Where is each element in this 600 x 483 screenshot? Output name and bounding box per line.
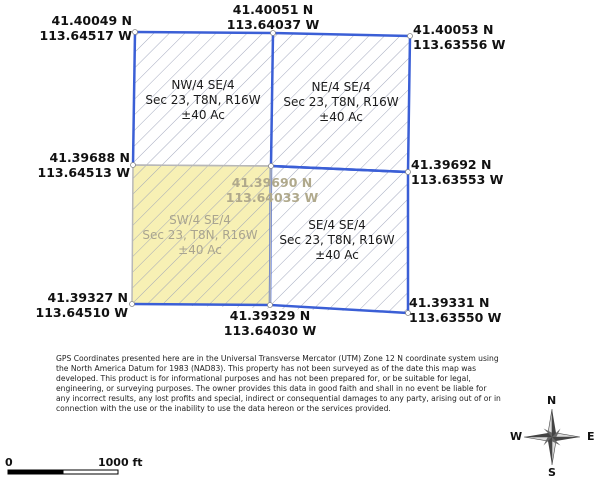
corner-w-coord [38,150,130,180]
latitude: 41.39692 N [411,157,492,172]
longitude: 113.63553 W [411,172,504,187]
parcel-area: ±40 Ac [315,248,359,262]
parcel-name: SW/4 SE/4 [169,213,231,227]
scale-bar-start-label: 0 [5,456,13,469]
parcel-section: Sec 23, T8N, R16W [279,233,395,247]
scale-bar-end-label: 1000 ft [98,456,143,469]
latitude: 41.39331 N [409,295,490,310]
parcel-section: Sec 23, T8N, R16W [145,93,261,107]
north-boundary-west [135,32,273,33]
compass-rose-icon [524,409,580,465]
longitude: 113.64513 W [37,165,130,180]
corner-c-coord [212,175,332,205]
longitude: 113.64517 W [39,28,132,43]
corner-sw-coord [36,290,128,320]
latitude: 41.39327 N [47,290,128,305]
longitude: 113.63556 W [413,37,506,52]
corner-se-coord [409,295,501,325]
parcel-label-nw [145,78,260,123]
corner-w-marker [131,163,136,168]
corner-e-marker [406,170,411,175]
parcel-name: NE/4 SE/4 [311,80,371,94]
corner-e-coord [411,157,503,187]
latitude: 41.40053 N [413,22,494,37]
compass-west-label: W [510,430,523,443]
parcel-label-ne [283,80,398,125]
parcel-name: SE/4 SE/4 [308,218,366,232]
corner-nw-marker [133,30,138,35]
parcel-name: NW/4 SE/4 [171,78,235,92]
parcel-area: ±40 Ac [178,243,222,257]
latitude: 41.40051 N [232,2,314,17]
corner-sw-marker [130,302,135,307]
latitude: 41.40049 N [51,13,132,28]
compass-east-label: E [587,430,595,443]
longitude: 113.63550 W [409,310,502,325]
south-boundary-west [132,304,270,305]
scale-bar [8,470,118,474]
corner-nw-coord [40,13,132,43]
corner-ne-marker [408,34,413,39]
corner-s-marker [268,303,273,308]
parcel-label-sw [142,213,257,258]
corner-ne-coord [413,22,505,52]
disclaimer-text: GPS Coordinates presented here are in the Universal Transverse Mercator (UTM) Zone 12 N coordinate system using the North America Datum for 1983 (NAD83). This property has not been surveyed as of the date this map was developed. This product is for informational purposes and has not been prepared for, or be suitable for legal, engineering, or surveying purposes. The owner provides this data in good faith and shall in no event be liable for any incorrect results, any lost profits and special, indirect or consequential damages to any party, arising out of or in connection with the use or the inability to use the data hereon or the services provided. [56,354,501,413]
corner-c-marker [269,164,274,169]
compass-north-label: N [547,394,557,407]
corner-n-coord [214,2,332,32]
compass-south-label: S [548,466,556,479]
parcel-area: ±40 Ac [319,110,363,124]
longitude: 113.64510 W [35,305,128,320]
longitude: 113.64030 W [223,323,317,338]
parcel-label-se [279,218,394,263]
parcel-area: ±40 Ac [181,108,225,122]
corner-s-coord [210,308,330,338]
parcel-section: Sec 23, T8N, R16W [142,228,258,242]
longitude: 113.64037 W [226,17,320,32]
latitude: 41.39329 N [229,308,311,323]
longitude: 113.64033 W [225,190,319,205]
latitude: 41.39690 N [231,175,313,190]
parcel-section: Sec 23, T8N, R16W [283,95,399,109]
latitude: 41.39688 N [49,150,130,165]
